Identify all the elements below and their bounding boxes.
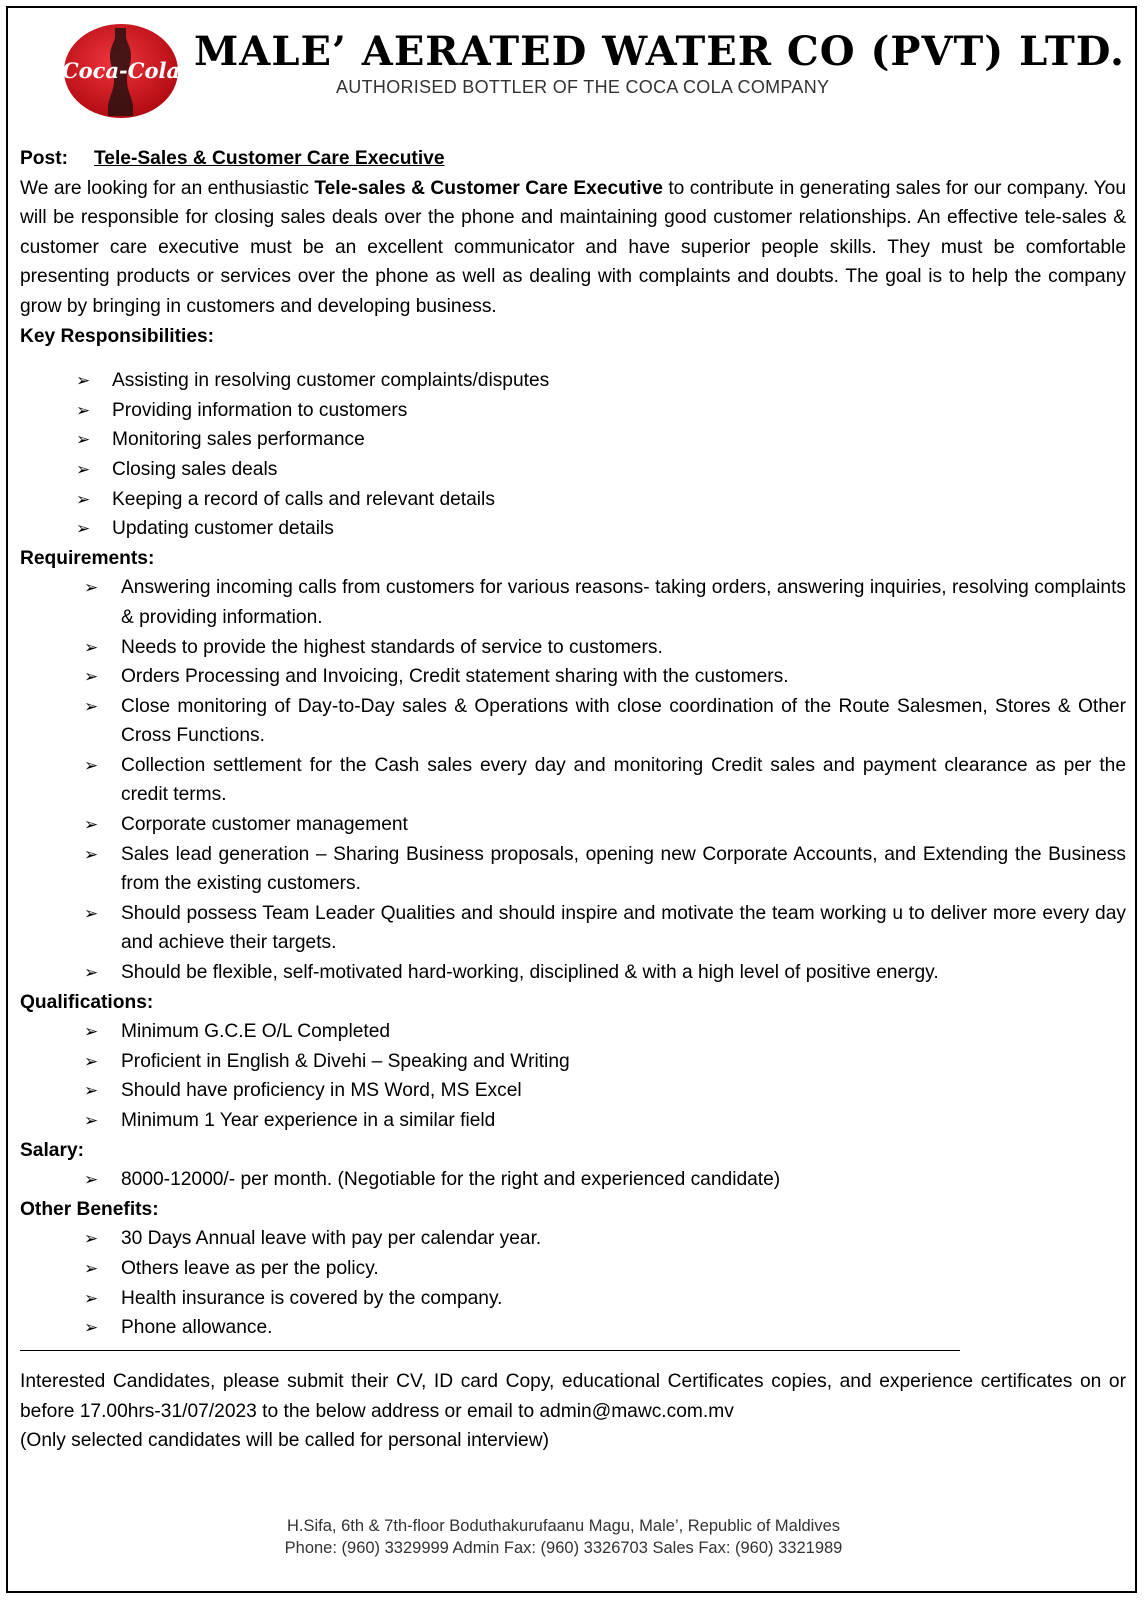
list-item-text: 30 Days Annual leave with pay per calendar year. [121,1228,542,1250]
arrow-bullet-icon: ➢ [76,430,91,450]
footer-phones: Phone: (960) 3329999 Admin Fax: (960) 3326703 Sales Fax: (960) 3321989 [284,1539,843,1557]
list-item [20,692,1126,751]
footer-address: H.Sifa, 6th & 7th-floor Boduthakurufaanu Magu, Male’, Republic of Maldives [286,1517,841,1535]
arrow-bullet-icon: ➢ [76,519,91,539]
list-item [20,396,1126,426]
salary-heading: Salary: [20,1139,84,1161]
arrow-bullet-icon: ➢ [84,903,99,923]
list-item-text: Assisting in resolving customer complaints/disputes [112,370,550,392]
list-item-text: Health insurance is covered by the company. [121,1287,503,1309]
application-instructions [20,1367,1126,1456]
arrow-bullet-icon: ➢ [84,696,99,716]
arrow-bullet-icon: ➢ [84,1022,99,1042]
list-item [20,1076,1126,1106]
qualifications-heading: Qualifications: [20,991,154,1013]
list-item [20,514,1126,544]
requirements-heading: Requirements: [20,547,155,569]
list-item-text: Phone allowance. [121,1317,273,1339]
arrow-bullet-icon: ➢ [84,1170,99,1190]
benefits-list [20,1224,1126,1342]
application-text: Interested Candidates, please submit their CV, ID card Copy, educational Certificates copies, and experience certificates on or before 17.00hrs-31/07/2023 to the below address or email to admin@mawc.com.mv [20,1371,1126,1422]
arrow-bullet-icon: ➢ [84,1229,99,1249]
list-item [20,366,1126,396]
benefits-heading: Other Benefits: [20,1198,159,1220]
divider [20,1350,960,1351]
list-item [20,899,1126,958]
list-item [20,662,1126,692]
list-item-text: Updating customer details [112,518,334,540]
svg-text:Coca-Cola: Coca-Cola [62,58,180,83]
list-item-text: Should have proficiency in MS Word, MS Excel [121,1080,522,1102]
arrow-bullet-icon: ➢ [84,815,99,835]
arrow-bullet-icon: ➢ [76,371,91,391]
list-item [20,1224,1126,1254]
post-title: Tele-Sales & Customer Care Executive [94,148,445,169]
company-tagline: AUTHORISED BOTTLER OF THE COCA COLA COMPANY [336,77,830,97]
list-item-text: Minimum G.C.E O/L Completed [121,1021,391,1043]
list-item [20,810,1126,840]
list-item [20,1313,1126,1343]
interview-note: (Only selected candidates will be called for personal interview) [20,1430,549,1452]
list-item [20,633,1126,663]
arrow-bullet-icon: ➢ [84,1051,99,1071]
list-item [20,1165,1126,1195]
list-item [20,1106,1126,1136]
footer-address-block [0,1515,1127,1559]
list-item-text: 8000-12000/- per month. (Negotiable for the right and experienced candidate) [121,1169,781,1191]
list-item-text: Needs to provide the highest standards of service to customers. [121,636,663,658]
post-label: Post: [20,148,68,169]
company-name: MALE’ AERATED WATER CO (PVT) LTD. [194,28,1125,75]
arrow-bullet-icon: ➢ [84,755,99,775]
list-item-text: Orders Processing and Invoicing, Credit statement sharing with the customers. [121,666,789,688]
arrow-bullet-icon: ➢ [84,578,99,598]
arrow-bullet-icon: ➢ [84,1081,99,1101]
list-item [20,1017,1126,1047]
intro-text-end: to contribute in generating sales for our company. You will be responsible for closing sales deals over the phone and maintaining good customer relationships. An effective tele-sales & customer care executive must be an excellent communicator and have superior people skills. They must be comfortable presenting products or services over the phone as well as dealing with complaints and doubts. The goal is to help the company grow by bringing in customers and developing business. [20,177,1126,317]
responsibilities-list [20,366,1126,544]
arrow-bullet-icon: ➢ [76,459,91,479]
job-posting-body [20,144,1126,1343]
requirements-list [20,573,1126,987]
list-item-text: Answering incoming calls from customers for various reasons- taking orders, answering inquiries, resolving complaints & providing information. [121,577,1126,628]
list-item-text: Collection settlement for the Cash sales every day and monitoring Credit sales and payment clearance as per the credit terms. [121,754,1126,806]
list-item [20,1284,1126,1314]
list-item [20,485,1126,515]
list-item-text: Proficient in English & Divehi – Speaking and Writing [121,1050,570,1072]
arrow-bullet-icon: ➢ [84,637,99,657]
intro-highlight: Tele-sales & Customer Care Executive [314,177,663,199]
list-item-text: Keeping a record of calls and relevant details [112,488,495,510]
qualifications-list [20,1017,1126,1135]
arrow-bullet-icon: ➢ [76,489,91,509]
list-item [20,840,1126,899]
list-item-text: Close monitoring of Day-to-Day sales & Operations with close coordination of the Route Salesmen, Stores & Other Cross Functions. [121,695,1126,747]
arrow-bullet-icon: ➢ [84,667,99,687]
intro-text-start: We are looking for an enthusiastic [20,177,315,199]
list-item [20,751,1126,810]
list-item [20,1254,1126,1284]
arrow-bullet-icon: ➢ [84,1288,99,1308]
arrow-bullet-icon: ➢ [84,1258,99,1278]
list-item-text: Should possess Team Leader Qualities and should inspire and motivate the team working u to deliver more every day and achieve their targets. [121,902,1126,954]
list-item [20,425,1126,455]
list-item-text: Providing information to customers [112,399,408,421]
list-item-text: Others leave as per the policy. [121,1257,379,1279]
list-item [20,573,1126,632]
arrow-bullet-icon: ➢ [84,1318,99,1338]
list-item-text: Corporate customer management [121,814,408,836]
arrow-bullet-icon: ➢ [84,844,99,864]
list-item [20,958,1126,988]
responsibilities-heading: Key Responsibilities: [20,325,215,347]
post-line [20,144,1126,174]
arrow-bullet-icon: ➢ [84,963,99,983]
arrow-bullet-icon: ➢ [76,400,91,420]
list-item-text: Minimum 1 Year experience in a similar field [121,1110,496,1131]
salary-list [20,1165,1126,1195]
list-item-text: Sales lead generation – Sharing Business proposals, opening new Corporate Accounts, and Extending the Business from the existing customers. [121,843,1126,895]
list-item [20,1047,1126,1077]
list-item-text: Should be flexible, self-motivated hard-working, disciplined & with a high level of positive energy. [121,962,939,984]
list-item-text: Monitoring sales performance [112,429,365,451]
arrow-bullet-icon: ➢ [84,1111,99,1130]
intro-paragraph [20,174,1126,322]
list-item-text: Closing sales deals [112,458,278,480]
coca-cola-logo [62,22,180,120]
list-item [20,455,1126,485]
